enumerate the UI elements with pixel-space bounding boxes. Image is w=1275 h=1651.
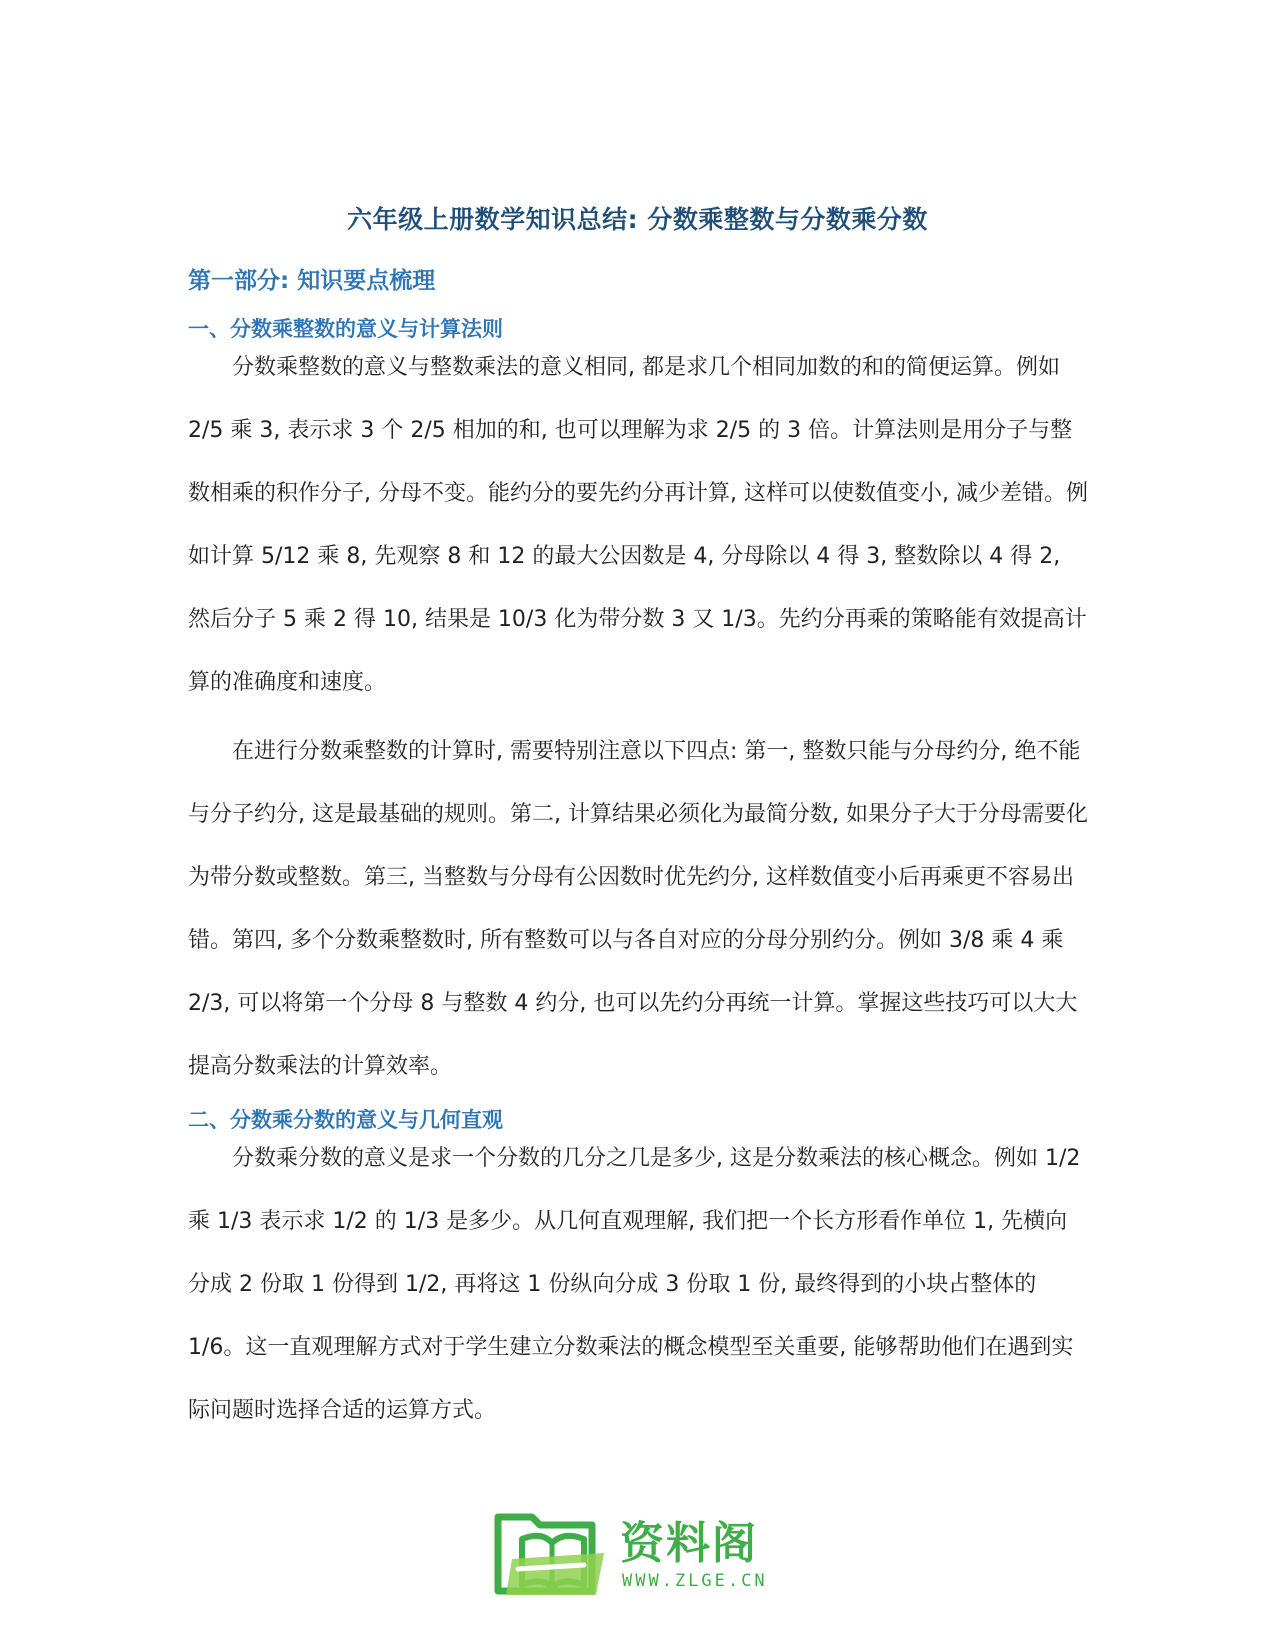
book-folder-icon (492, 1509, 610, 1599)
watermark-logo (492, 1505, 782, 1605)
section-heading-1: 一、分数乘整数的意义与计算法则 (188, 317, 503, 341)
section-1-paragraph-1: 分数乘整数的意义与整数乘法的意义相同, 都是求几个相同加数的和的简便运算。例如 2/5 乘 3, 表示求 3 个 2/5 相加的和, 也可以理解为求 2/5 的 3 倍。计算法则是用分子与整数相乘的积作分子, 分母不变。能约分的要先约分再计算, 这样可以使数值变小, 减少差错。例如计算 5/12 乘 8, 先观察 8 和 12 的最大公因数是 4, 分母除以 4 得 3, 整数除以 4 得 2, 然后分子 5 乘 2 得 10, 结果是 10/3 化为带分数 3 又 1/3。先约分再乘的策略能有效提高计算的准确度和速度。 (188, 355, 1088, 695)
part-title: 第一部分: 知识要点梳理 (188, 268, 436, 294)
watermark-url: WWW.ZLGE.CN (622, 1571, 768, 1591)
section-1-paragraph-2: 在进行分数乘整数的计算时, 需要特别注意以下四点: 第一, 整数只能与分母约分, 绝不能与分子约分, 这是最基础的规则。第二, 计算结果必须化为最简分数, 如果分子大于分母需要化为带分数或整数。第三, 当整数与分母有公因数时优先约分, 这样数值变小后再乘更不容易出错。第四, 多个分数乘整数时, 所有整数可以与各自对应的分母分别约分。例如 3/8 乘 4 乘 2/3, 可以将第一个分母 8 与整数 4 约分, 也可以先约分再统一计算。掌握这些技巧可以大大提高分数乘法的计算效率。 (188, 739, 1088, 1079)
section-2-paragraph-1: 分数乘分数的意义是求一个分数的几分之几是多少, 这是分数乘法的核心概念。例如 1/2 乘 1/3 表示求 1/2 的 1/3 是多少。从几何直观理解, 我们把一个长方形看作单位 1, 先横向分成 2 份取 1 份得到 1/2, 再将这 1 份纵向分成 3 份取 1 份, 最终得到的小块占整体的 1/6。这一直观理解方式对于学生建立分数乘法的概念模型至关重要, 能够帮助他们在遇到实际问题时选择合适的运算方式。 (188, 1146, 1081, 1423)
section-heading-2: 二、分数乘分数的意义与几何直观 (188, 1108, 503, 1132)
document-title: 六年级上册数学知识总结: 分数乘整数与分数乘分数 (347, 205, 928, 234)
watermark-name: 资料阁 (620, 1518, 758, 1569)
